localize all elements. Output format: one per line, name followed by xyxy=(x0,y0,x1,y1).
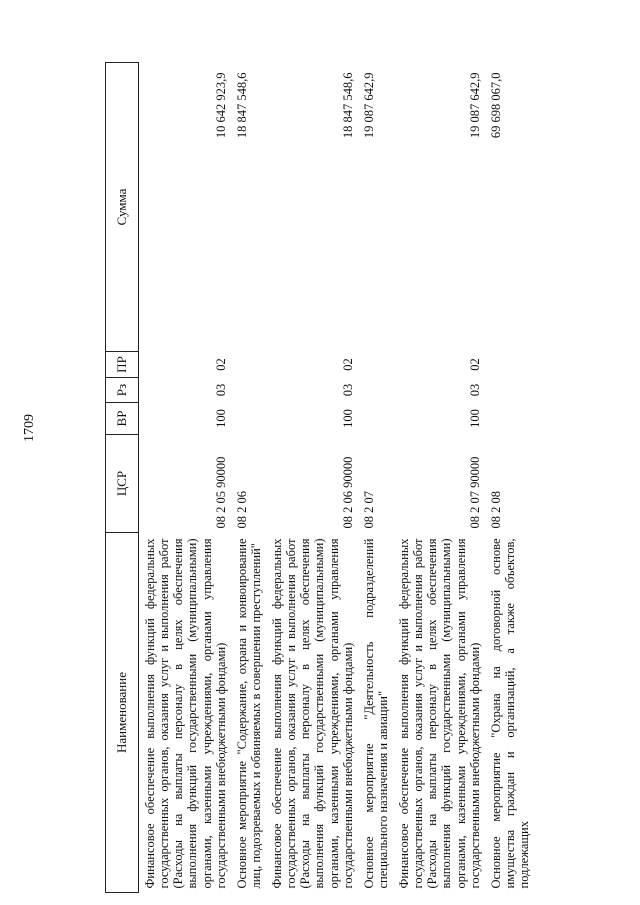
row-sum: 19 087 642,9 xyxy=(361,72,376,139)
row-vr: 100 xyxy=(213,409,228,428)
row-vr xyxy=(358,403,393,435)
row-rz xyxy=(358,378,393,403)
row-csr: 08 2 07 90000 xyxy=(467,456,482,529)
row-sum: 10 642 923,9 xyxy=(213,72,228,139)
row-pr xyxy=(485,352,534,378)
row-name: Финансовое обеспечение выполнения функций федеральных государственных органов, оказания услуг и выполнения работ (Расходы на выплаты персоналу в целях обеспечения выполнения функций государственными (муниципальными) органами, казенными учреждениями, органами управления государственными внебюджетными фондами) xyxy=(270,538,355,889)
page-number: 1709 xyxy=(22,414,37,442)
header-sum: Сумма xyxy=(106,63,139,352)
header-vr: ВР xyxy=(106,403,139,435)
table-row xyxy=(231,63,266,893)
row-csr: 08 2 07 xyxy=(361,491,376,529)
row-pr xyxy=(231,352,266,378)
row-pr xyxy=(358,352,393,378)
table-header-row xyxy=(106,63,139,893)
row-pr: 02 xyxy=(340,358,355,371)
row-csr: 08 2 06 90000 xyxy=(340,456,355,529)
row-rz xyxy=(231,378,266,403)
row-name: Финансовое обеспечение выполнения функций федеральных государственных органов, оказания услуг и выполнения работ (Расходы на выплаты персоналу в целях обеспечения выполнения функций государственными (муниципальными) органами, казенными учреждениями, органами управления государственными внебюджетными фондами) xyxy=(397,538,482,889)
row-csr: 08 2 05 90000 xyxy=(213,456,228,529)
header-csr: ЦСР xyxy=(106,435,139,533)
row-vr: 100 xyxy=(467,409,482,428)
row-rz: 03 xyxy=(213,383,228,397)
row-rz: 03 xyxy=(467,383,482,397)
row-sum: 18 847 548,6 xyxy=(234,72,249,139)
row-rz xyxy=(485,378,534,403)
header-rz: Рз xyxy=(106,378,139,403)
row-vr: 100 xyxy=(340,409,355,428)
header-pr: ПР xyxy=(106,352,139,378)
table-row xyxy=(358,63,393,893)
table-row xyxy=(139,63,231,893)
row-vr xyxy=(231,403,266,435)
row-rz: 03 xyxy=(340,383,355,397)
table-row xyxy=(393,63,485,893)
rotated-table-wrapper xyxy=(105,63,590,893)
row-pr: 02 xyxy=(213,358,228,371)
row-name: Основное мероприятие "Содержание, охрана и конвоирование лиц, подозреваемых и обвиняемых в совершении преступлений" xyxy=(234,538,263,889)
table-row xyxy=(266,63,358,893)
row-csr: 08 2 06 xyxy=(234,491,249,529)
row-name: Финансовое обеспечение выполнения функций федеральных государственных органов, оказания услуг и выполнения работ (Расходы на выплаты персоналу в целях обеспечения выполнения функций государственными (муниципальными) органами, казенными учреждениями, органами управления государственными внебюджетными фондами) xyxy=(143,538,228,889)
row-sum: 18 847 548,6 xyxy=(340,72,355,139)
row-sum: 69 698 067,0 xyxy=(488,72,503,139)
row-pr: 02 xyxy=(467,358,482,371)
row-name: Основное мероприятие "Охрана на договорной основе имущества граждан и организаций, а также объектов, подлежащих xyxy=(488,538,531,889)
row-csr: 08 2 08 xyxy=(488,491,503,529)
row-name: Основное мероприятие "Деятельность подразделений специального назначения и авиации" xyxy=(361,538,390,889)
budget-table xyxy=(105,62,534,893)
row-vr xyxy=(485,403,534,435)
header-name: Наименование xyxy=(106,533,139,893)
table-row xyxy=(485,63,534,893)
row-sum: 19 087 642,9 xyxy=(467,72,482,139)
